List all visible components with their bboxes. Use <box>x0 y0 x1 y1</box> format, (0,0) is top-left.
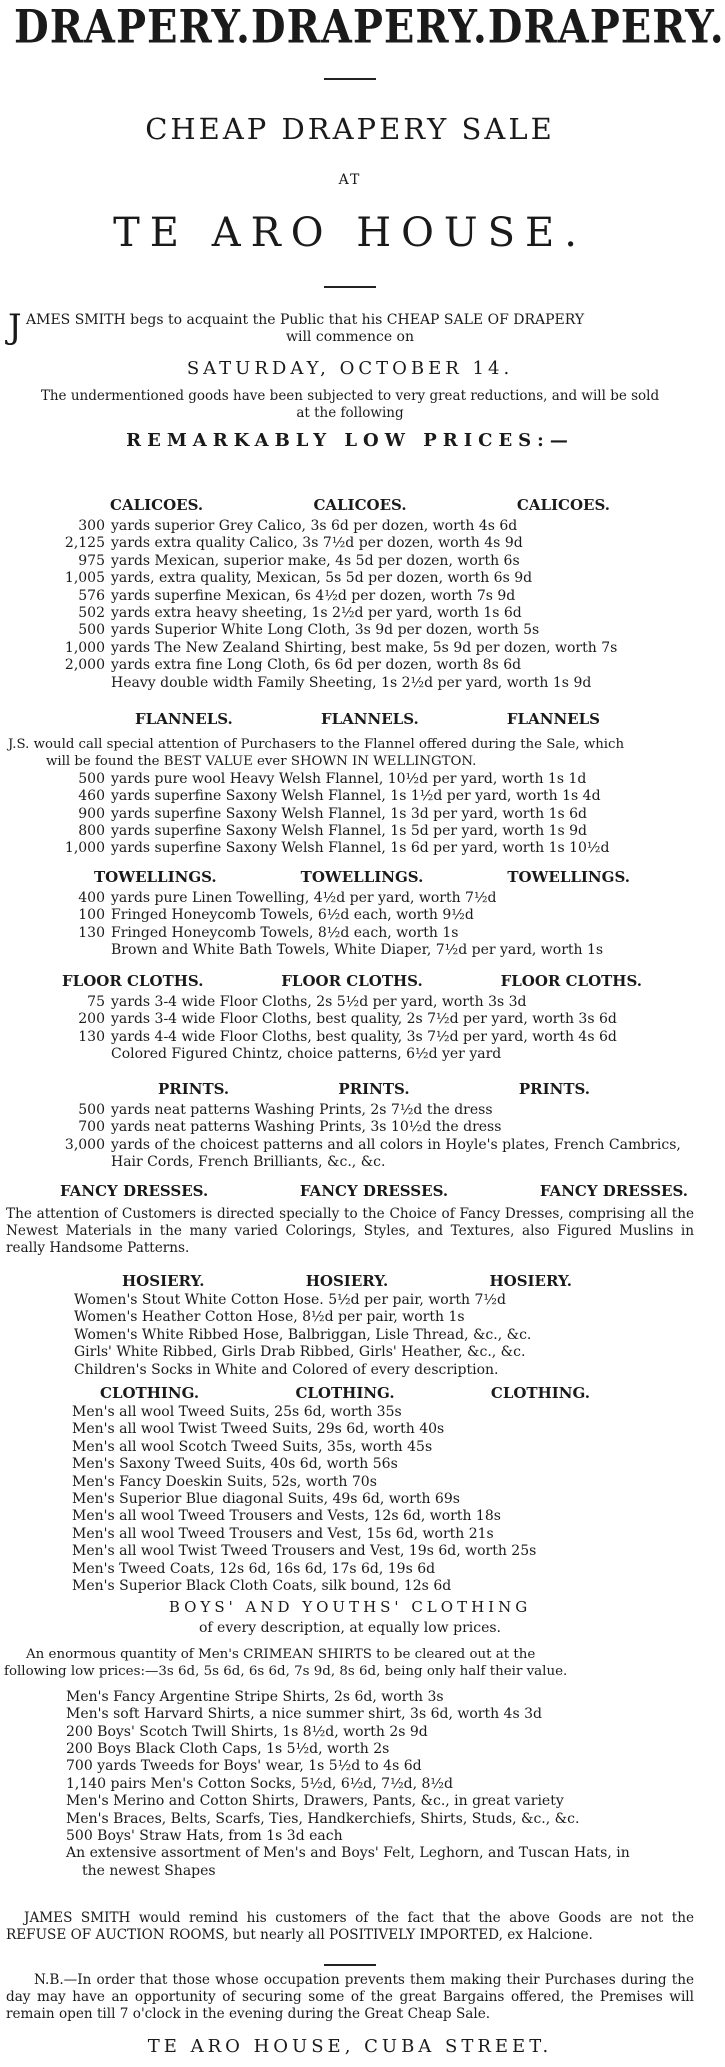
divider <box>324 1964 376 1966</box>
item-quantity: 502 <box>78 605 105 622</box>
list-item: 200 Boys' Scotch Twill Shirts, 1s 8½d, worth 2s 9d <box>66 1723 428 1740</box>
item-quantity: 200 <box>78 1011 105 1028</box>
boys-intro: following low prices:—3s 6d, 5s 6d, 6s 6d, 7s 9d, 8s 6d, being only half their value. <box>4 1664 568 1680</box>
heading-word: CALICOES. <box>516 496 610 514</box>
item-quantity: 2,125 <box>64 535 105 552</box>
section-heading <box>100 1384 590 1402</box>
flannel-note: will be found the BEST VALUE ever SHOWN IN WELLINGTON. <box>46 754 477 770</box>
list-item: Men's all wool Twist Tweed Trousers and Vest, 19s 6d, worth 25s <box>72 1543 537 1560</box>
item-quantity: 300 <box>78 518 105 534</box>
list-item <box>0 942 700 959</box>
divider <box>324 78 376 80</box>
heading-word: FANCY DRESSES. <box>299 1182 449 1200</box>
floorcloths-list <box>0 994 700 1064</box>
list-item: Men's Superior Black Cloth Coats, silk bound, 12s 6d <box>72 1578 452 1595</box>
prices-heading: REMARKABLY LOW PRICES:— <box>126 430 574 451</box>
at-label: AT <box>338 172 362 188</box>
list-item <box>0 788 700 805</box>
calicoes-list <box>0 518 700 692</box>
item-quantity: 100 <box>78 907 105 924</box>
heading-word: FLANNELS <box>506 710 600 728</box>
list-item: Men's all wool Twist Tweed Suits, 29s 6d, worth 40s <box>72 1421 445 1438</box>
item-description: yards 4-4 wide Floor Cloths, best quality, 3s 7½d per yard, worth 4s 6d <box>111 1028 617 1045</box>
list-item <box>0 907 700 924</box>
item-quantity <box>0 1046 111 1063</box>
list-item: 200 Boys Black Cloth Caps, 1s 5½d, worth 2s <box>66 1741 390 1758</box>
list-item: Women's Stout White Cotton Hose. 5½d per pair, worth 7½d <box>74 1292 506 1308</box>
list-item: the newest Shapes <box>82 1862 216 1879</box>
sale-title: CHEAP DRAPERY SALE <box>145 112 555 146</box>
list-item: Men's all wool Tweed Trousers and Vests, 12s 6d, worth 18s <box>72 1508 501 1525</box>
list-item: Men's Fancy Argentine Stripe Shirts, 2s 6d, worth 3s <box>66 1688 444 1705</box>
item-description: Fringed Honeycomb Towels, 8½d each, worth 1s <box>111 924 459 941</box>
hosiery-list <box>0 1292 700 1379</box>
heading-word: TOWELLINGS. <box>507 868 630 886</box>
divider <box>324 286 376 288</box>
item-quantity: 1,000 <box>64 840 105 857</box>
fancy-section <box>0 1182 700 1257</box>
nb-paragraph: N.B.—In order that those whose occupation prevents them making their Purchases during the day may have an opportunity of securing some of the great Bargains offered, the Premises will remain open till 7 o'clock in the evening during the Great Cheap Sale. <box>6 1972 694 2022</box>
heading-word: TOWELLINGS. <box>300 868 424 886</box>
list-item <box>0 1029 700 1046</box>
item-quantity: 130 <box>78 1028 105 1045</box>
boys-section <box>0 1598 700 1880</box>
item-quantity: 130 <box>78 924 105 941</box>
prints-list <box>0 1102 700 1172</box>
item-quantity: 75 <box>87 994 105 1010</box>
drapery-header <box>14 0 725 55</box>
list-item <box>0 771 700 788</box>
section-heading <box>158 1080 590 1098</box>
list-item <box>0 1154 700 1171</box>
list-item: Men's all wool Tweed Trousers and Vest, 15s 6d, worth 21s <box>72 1525 494 1542</box>
item-quantity <box>0 675 111 692</box>
hosiery-section <box>0 1272 700 1379</box>
list-item <box>0 890 700 907</box>
list-item <box>0 1046 700 1063</box>
item-description: yards extra fine Long Cloth, 6s 6d per dozen, worth 8s 6d <box>111 657 522 674</box>
item-description: yards extra heavy sheeting, 1s 2½d per yard, worth 1s 6d <box>111 605 522 622</box>
item-description: yards Superior White Long Cloth, 3s 9d per dozen, worth 5s <box>111 622 540 639</box>
prints-section <box>0 1080 700 1172</box>
list-item <box>0 570 700 587</box>
section-heading <box>122 1272 572 1290</box>
heading-word: TOWELLINGS. <box>94 868 217 886</box>
heading-word: CLOTHING. <box>100 1384 200 1402</box>
list-item: 500 Boys' Straw Hats, from 1s 3d each <box>66 1828 343 1845</box>
item-quantity: 500 <box>78 622 105 639</box>
list-item: 1,140 pairs Men's Cotton Socks, 5½d, 6½d, 7½d, 8½d <box>66 1775 453 1792</box>
item-quantity <box>0 1154 111 1171</box>
list-item: 700 yards Tweeds for Boys' wear, 1s 5½d to 4s 6d <box>66 1758 422 1775</box>
announce-line: will commence on <box>285 329 414 345</box>
item-quantity: 400 <box>78 890 105 906</box>
list-item <box>0 1102 700 1119</box>
item-quantity: 2,000 <box>64 657 105 674</box>
list-item <box>0 840 700 857</box>
flannels-list <box>0 771 700 858</box>
flannels-section <box>0 710 700 858</box>
item-quantity: 576 <box>78 587 105 604</box>
item-description: Heavy double width Family Sheeting, 1s 2½d per yard, worth 1s 9d <box>111 674 592 691</box>
clothing-section <box>0 1384 700 1595</box>
list-item: Men's Fancy Doeskin Suits, 52s, worth 70s <box>72 1473 377 1490</box>
item-quantity: 500 <box>78 770 105 787</box>
footer-address: TE ARO HOUSE, CUBA STREET. <box>147 2036 553 2057</box>
item-description: yards Mexican, superior make, 4s 5d per dozen, worth 6s <box>111 552 520 569</box>
list-item <box>0 925 700 942</box>
boys-title: BOYS' AND YOUTHS' CLOTHING <box>168 1598 532 1616</box>
heading-word: PRINTS. <box>518 1080 590 1098</box>
item-description: yards neat patterns Washing Prints, 2s 7½d the dress <box>111 1102 493 1118</box>
towellings-list <box>0 890 700 960</box>
heading-word: HOSIERY. <box>122 1272 205 1290</box>
section-heading <box>110 496 610 514</box>
list-item: Women's White Ribbed Hose, Balbriggan, Lisle Thread, &c., &c. <box>74 1326 532 1343</box>
item-description: yards superfine Saxony Welsh Flannel, 1s 1½d per yard, worth 1s 4d <box>111 788 601 805</box>
remind-paragraph: JAMES SMITH would remind his customers of the fact that the above Goods are not the REFUSE OF AUCTION ROOMS, but nearly all POSITIVELY IMPORTED, ex Halcione. <box>6 1910 694 1943</box>
item-quantity: 1,000 <box>64 639 105 656</box>
list-item <box>0 535 700 552</box>
item-description: yards 3-4 wide Floor Cloths, 2s 5½d per yard, worth 3s 3d <box>111 994 527 1010</box>
item-quantity: 1,005 <box>64 570 105 587</box>
heading-word: PRINTS. <box>338 1080 410 1098</box>
boys-subtitle: of every description, at equally low prices. <box>198 1620 502 1636</box>
list-item: Men's all wool Tweed Suits, 25s 6d, worth 35s <box>72 1404 402 1420</box>
item-description: yards superfine Saxony Welsh Flannel, 1s 6d per yard, worth 1s 10½d <box>111 840 610 857</box>
section-heading <box>62 972 642 990</box>
heading-word: FLOOR CLOTHS. <box>500 972 642 990</box>
item-quantity: 460 <box>78 788 105 805</box>
item-description: yards neat patterns Washing Prints, 3s 10½d the dress <box>111 1119 502 1136</box>
drapery-word: DRAPERY. <box>487 0 725 55</box>
boys-intro: An enormous quantity of Men's CRIMEAN SHIRTS to be cleared out at the <box>26 1647 536 1662</box>
list-item <box>0 1011 700 1028</box>
item-quantity: 500 <box>78 1102 105 1118</box>
item-description: yards superior Grey Calico, 3s 6d per dozen, worth 4s 6d <box>111 518 518 534</box>
heading-word: CALICOES. <box>313 496 407 514</box>
item-quantity: 900 <box>78 805 105 822</box>
clothing-list <box>0 1404 700 1595</box>
item-description: yards 3-4 wide Floor Cloths, best quality, 2s 7½d per yard, worth 3s 6d <box>111 1011 617 1028</box>
list-item <box>0 640 700 657</box>
flannel-note: J.S. would call special attention of Purchasers to the Flannel offered during the Sale, which <box>8 737 625 752</box>
item-quantity: 800 <box>78 823 105 840</box>
item-quantity: 3,000 <box>64 1136 105 1153</box>
item-quantity <box>0 942 111 959</box>
item-description: yards pure Linen Towelling, 4½d per yard, worth 7½d <box>111 890 497 906</box>
list-item <box>0 605 700 622</box>
list-item <box>0 657 700 674</box>
list-item: Men's all wool Scotch Tweed Suits, 35s, worth 45s <box>72 1438 433 1455</box>
list-item <box>0 994 700 1011</box>
heading-word: PRINTS. <box>158 1080 230 1098</box>
fancy-paragraph: The attention of Customers is directed specially to the Choice of Fancy Dresses, comprising all the Newest Materials in the many varied Colorings, Styles, and Textures, also Figured Muslins in really Handsome Patterns. <box>6 1206 694 1256</box>
list-item: Men's Saxony Tweed Suits, 40s 6d, worth 56s <box>72 1456 398 1473</box>
announce-line: at the following <box>296 405 404 421</box>
drapery-word: DRAPERY. <box>14 0 251 55</box>
section-heading <box>94 868 630 886</box>
list-item: Men's soft Harvard Shirts, a nice summer shirt, 3s 6d, worth 4s 3d <box>66 1706 542 1723</box>
announcement <box>8 307 692 451</box>
list-item: Children's Socks in White and Colored of every description. <box>74 1361 499 1378</box>
house-title: TE ARO HOUSE. <box>113 210 587 256</box>
heading-word: FLANNELS. <box>320 710 419 728</box>
item-description: Colored Figured Chintz, choice patterns, 6½d yer yard <box>111 1046 502 1063</box>
heading-word: CALICOES. <box>110 496 204 514</box>
item-quantity: 700 <box>78 1119 105 1136</box>
heading-word: FLOOR CLOTHS. <box>281 972 423 990</box>
item-description: yards extra quality Calico, 3s 7½d per dozen, worth 4s 9d <box>111 535 523 552</box>
heading-word: FLOOR CLOTHS. <box>62 972 204 990</box>
heading-word: FANCY DRESSES. <box>60 1182 209 1200</box>
item-description: yards superfine Saxony Welsh Flannel, 1s 3d per yard, worth 1s 6d <box>111 805 587 822</box>
list-item <box>0 518 700 535</box>
drapery-word: DRAPERY. <box>250 0 488 55</box>
list-item <box>0 1119 700 1136</box>
heading-word: FLANNELS. <box>135 710 233 728</box>
list-item: Women's Heather Cotton Hose, 8½d per pair, worth 1s <box>74 1309 465 1326</box>
drop-cap: J <box>8 307 22 347</box>
announce-line: AMES SMITH begs to acquaint the Public that his CHEAP SALE OF DRAPERY <box>26 312 585 328</box>
calicoes-section <box>0 496 700 692</box>
list-item <box>0 806 700 823</box>
heading-word: CLOTHING. <box>295 1384 395 1402</box>
list-item: An extensive assortment of Men's and Boys' Felt, Leghorn, and Tuscan Hats, in <box>66 1845 630 1862</box>
item-description: yards superfine Saxony Welsh Flannel, 1s 5d per yard, worth 1s 9d <box>111 823 587 840</box>
towellings-section <box>0 868 700 960</box>
heading-word: HOSIERY. <box>305 1272 389 1290</box>
announce-line: The undermentioned goods have been subjected to very great reductions, and will be sold <box>40 388 660 404</box>
heading-word: HOSIERY. <box>489 1272 572 1290</box>
item-description: Brown and White Bath Towels, White Diaper, 7½d per yard, worth 1s <box>111 942 604 959</box>
list-item: Men's Tweed Coats, 12s 6d, 16s 6d, 17s 6d, 19s 6d <box>72 1560 436 1577</box>
list-item: Men's Superior Blue diagonal Suits, 49s 6d, worth 69s <box>72 1491 460 1508</box>
section-heading <box>60 1182 688 1200</box>
sale-date: SATURDAY, OCTOBER 14. <box>186 358 514 379</box>
item-description: Hair Cords, French Brilliants, &c., &c. <box>111 1154 386 1171</box>
list-item <box>0 553 700 570</box>
list-item <box>0 823 700 840</box>
heading-word: FANCY DRESSES. <box>539 1182 688 1200</box>
floorcloths-section <box>0 972 700 1064</box>
list-item <box>0 675 700 692</box>
item-description: yards The New Zealand Shirting, best make, 5s 9d per dozen, worth 7s <box>111 639 618 656</box>
item-quantity: 975 <box>78 552 105 569</box>
list-item <box>0 622 700 639</box>
list-item: Men's Merino and Cotton Shirts, Drawers, Pants, &c., in great variety <box>66 1793 564 1810</box>
item-description: yards superfine Mexican, 6s 4½d per dozen, worth 7s 9d <box>111 587 516 604</box>
list-item: Men's Braces, Belts, Scarfs, Ties, Handkerchiefs, Shirts, Studs, &c., &c. <box>66 1810 580 1827</box>
heading-word: CLOTHING. <box>490 1384 590 1402</box>
list-item <box>0 1137 700 1154</box>
item-description: yards of the choicest patterns and all colors in Hoyle's plates, French Cambrics, <box>111 1136 681 1153</box>
item-description: yards pure wool Heavy Welsh Flannel, 10½d per yard, worth 1s 1d <box>111 770 587 787</box>
list-item <box>0 588 700 605</box>
list-item: Girls' White Ribbed, Girls Drab Ribbed, Girls' Heather, &c., &c. <box>74 1344 526 1361</box>
item-description: yards, extra quality, Mexican, 5s 5d per dozen, worth 6s 9d <box>111 570 533 587</box>
item-description: Fringed Honeycomb Towels, 6½d each, worth 9½d <box>111 907 474 924</box>
boys-list <box>0 1689 700 1880</box>
section-heading <box>135 710 600 728</box>
